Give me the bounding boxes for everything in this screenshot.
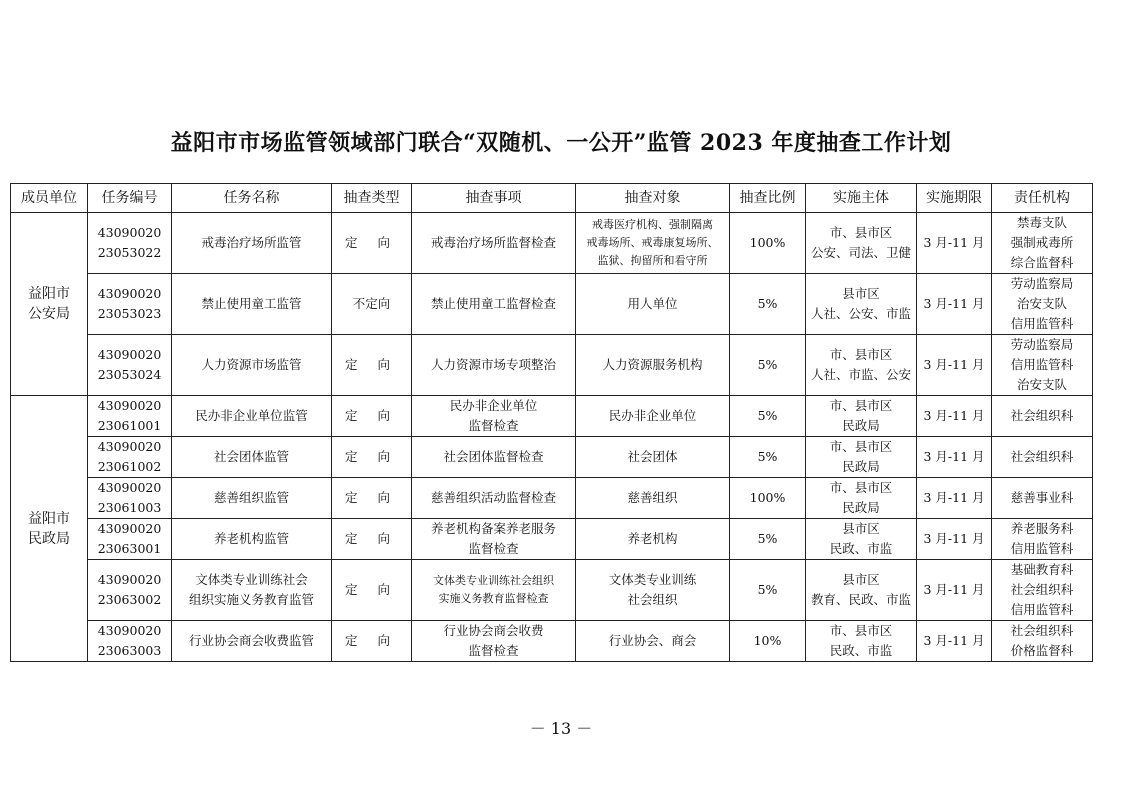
task-code-cell-line: 23053024 (97, 367, 162, 382)
task-name-cell (172, 335, 332, 396)
member-unit-cell-line: 公安局 (28, 306, 70, 322)
task-name-cell-line: 戒毒治疗场所监管 (201, 235, 302, 250)
check-item-cell-line: 监督检查 (468, 418, 519, 433)
task-name-cell-line: 人力资源市场监管 (201, 357, 302, 372)
task-code-cell-line: 23061002 (97, 459, 162, 474)
table-row (11, 437, 1093, 478)
check-ratio-cell: 5% (730, 396, 806, 437)
check-object-cell-line: 社会组织 (627, 592, 678, 607)
period-cell: 3 月-11 月 (917, 213, 992, 274)
agency-cell (992, 335, 1093, 396)
task-name-cell-line: 文体类专业训练社会 (195, 572, 308, 587)
task-name-cell (172, 213, 332, 274)
check-object-cell (576, 519, 730, 560)
check-item-cell-line: 人力资源市场专项整治 (430, 357, 556, 372)
subject-cell-line: 市、县市区 (829, 480, 893, 495)
check-ratio-cell: 5% (730, 519, 806, 560)
subject-cell (806, 396, 917, 437)
task-code-cell (88, 621, 172, 662)
table-row (11, 396, 1093, 437)
check-item-cell-line: 慈善组织活动监督检查 (430, 490, 556, 505)
check-item-cell-line: 行业协会商会收费 (443, 623, 544, 638)
task-name-cell (172, 437, 332, 478)
table-row (11, 213, 1093, 274)
check-ratio-cell: 5% (730, 274, 806, 335)
check-object-cell (576, 396, 730, 437)
agency-cell-line: 社会组织科 (1010, 408, 1074, 423)
task-code-cell-line: 43090020 (97, 439, 162, 454)
task-code-cell (88, 437, 172, 478)
task-code-cell (88, 560, 172, 621)
task-code-cell (88, 335, 172, 396)
page-number: － 13 － (529, 719, 593, 738)
task-code-cell-line: 23061003 (97, 500, 162, 515)
period-cell: 3 月-11 月 (917, 396, 992, 437)
task-name-cell-line: 慈善组织监管 (213, 490, 289, 505)
subject-cell (806, 274, 917, 335)
table-row (11, 478, 1093, 519)
subject-cell (806, 335, 917, 396)
agency-cell-line: 信用监管科 (1010, 602, 1074, 617)
task-code-cell-line: 43090020 (97, 572, 162, 587)
period-cell: 3 月-11 月 (917, 560, 992, 621)
check-item-cell-line: 禁止使用童工监督检查 (430, 296, 556, 311)
period-cell: 3 月-11 月 (917, 274, 992, 335)
check-type-cell: 定 向 (332, 478, 412, 519)
check-type-cell: 定 向 (332, 396, 412, 437)
task-code-cell-line: 23053022 (97, 245, 162, 260)
check-item-cell-line: 民办非企业单位 (449, 398, 538, 413)
agency-cell-line: 强制戒毒所 (1010, 235, 1074, 250)
check-item-cell (412, 478, 576, 519)
check-item-cell-line: 戒毒治疗场所监督检查 (430, 235, 556, 250)
agency-cell (992, 519, 1093, 560)
agency-cell-line: 综合监督科 (1010, 255, 1074, 270)
task-code-cell-line: 23053023 (97, 306, 162, 321)
task-code-cell-line: 43090020 (97, 480, 162, 495)
check-object-cell-line: 养老机构 (627, 531, 678, 546)
member-unit-cell (11, 396, 88, 662)
task-code-cell (88, 396, 172, 437)
table-header-row (11, 184, 1093, 213)
check-type-cell: 定 向 (332, 213, 412, 274)
task-name-cell (172, 519, 332, 560)
subject-cell-line: 县市区 (842, 521, 880, 536)
subject-cell-line: 民政局 (842, 500, 880, 515)
check-item-cell (412, 274, 576, 335)
check-object-cell (576, 274, 730, 335)
check-object-cell-line: 戒毒场所、戒毒康复场所、 (586, 236, 719, 249)
check-type-cell: 定 向 (332, 560, 412, 621)
agency-cell (992, 437, 1093, 478)
agency-cell (992, 478, 1093, 519)
task-code-cell-line: 23061001 (97, 418, 162, 433)
task-name-cell (172, 396, 332, 437)
task-name-cell-line: 禁止使用童工监管 (201, 296, 302, 311)
task-name-cell (172, 621, 332, 662)
check-ratio-cell: 100% (730, 478, 806, 519)
check-type-cell: 定 向 (332, 519, 412, 560)
check-object-cell-line: 民办非企业单位 (608, 408, 697, 423)
agency-cell-line: 治安支队 (1016, 377, 1067, 392)
agency-cell-line: 基础教育科 (1010, 562, 1074, 577)
check-item-cell (412, 560, 576, 621)
check-object-cell-line: 用人单位 (627, 296, 678, 311)
table-row (11, 335, 1093, 396)
check-item-cell-line: 社会团体监督检查 (443, 449, 544, 464)
period-cell: 3 月-11 月 (917, 335, 992, 396)
column-header: 任务名称 (172, 184, 332, 213)
subject-cell-line: 民政局 (842, 459, 880, 474)
member-unit-cell-line: 民政局 (28, 530, 70, 547)
subject-cell-line: 市、县市区 (829, 225, 893, 240)
subject-cell-line: 县市区 (842, 572, 880, 587)
subject-cell-line: 民政、市监 (829, 541, 893, 556)
task-code-cell-line: 43090020 (97, 521, 162, 536)
agency-cell-line: 劳动监察局 (1010, 337, 1074, 352)
subject-cell (806, 621, 917, 662)
table-row (11, 274, 1093, 335)
check-object-cell-line: 社会团体 (627, 449, 678, 464)
check-object-cell (576, 437, 730, 478)
task-name-cell-line: 社会团体监管 (213, 449, 289, 464)
check-ratio-cell: 100% (730, 213, 806, 274)
check-ratio-cell: 5% (730, 335, 806, 396)
task-name-cell (172, 560, 332, 621)
agency-cell-line: 劳动监察局 (1010, 276, 1074, 291)
task-name-cell (172, 274, 332, 335)
subject-cell (806, 560, 917, 621)
member-unit-cell-line: 益阳市 (28, 286, 70, 302)
check-item-cell-line: 监督检查 (468, 541, 519, 556)
check-item-cell (412, 213, 576, 274)
subject-cell-line: 民政、市监 (829, 643, 893, 658)
task-name-cell-line: 养老机构监管 (213, 531, 289, 546)
check-item-cell (412, 621, 576, 662)
member-unit-cell-line: 益阳市 (28, 510, 70, 527)
subject-cell (806, 478, 917, 519)
check-type-cell: 定 向 (332, 621, 412, 662)
check-object-cell-line: 人力资源服务机构 (602, 357, 703, 372)
task-code-cell (88, 519, 172, 560)
agency-cell-line: 社会组织科 (1010, 449, 1074, 464)
subject-cell-line: 市、县市区 (829, 439, 893, 454)
subject-cell-line: 市、县市区 (829, 623, 893, 638)
subject-cell (806, 437, 917, 478)
task-name-cell-line: 组织实施义务教育监管 (188, 592, 314, 607)
column-header: 抽查比例 (730, 184, 806, 213)
table-row (11, 519, 1093, 560)
subject-cell-line: 市、县市区 (829, 347, 893, 362)
column-header: 抽查对象 (576, 184, 730, 213)
check-item-cell (412, 335, 576, 396)
task-code-cell (88, 478, 172, 519)
task-name-cell-line: 民办非企业单位监管 (195, 408, 308, 423)
check-type-cell: 定 向 (332, 437, 412, 478)
period-cell: 3 月-11 月 (917, 478, 992, 519)
task-name-cell-line: 行业协会商会收费监管 (188, 633, 314, 648)
column-header: 实施主体 (806, 184, 917, 213)
column-header: 实施期限 (917, 184, 992, 213)
agency-cell-line: 慈善事业科 (1010, 490, 1074, 505)
task-code-cell-line: 43090020 (97, 286, 162, 301)
period-cell: 3 月-11 月 (917, 621, 992, 662)
check-item-cell-line: 文体类专业训练社会组织 (433, 574, 554, 587)
subject-cell-line: 人社、市监、公安 (810, 367, 911, 382)
subject-cell-line: 教育、民政、市监 (810, 592, 911, 607)
task-code-cell-line: 43090020 (97, 398, 162, 413)
column-header: 成员单位 (11, 184, 88, 213)
check-object-cell-line: 慈善组织 (627, 490, 678, 505)
agency-cell-line: 价格监督科 (1010, 643, 1074, 658)
task-code-cell-line: 23063001 (97, 541, 162, 556)
task-code-cell-line: 23063003 (97, 643, 162, 658)
check-object-cell (576, 560, 730, 621)
check-item-cell-line: 实施义务教育监督检查 (438, 592, 549, 605)
member-unit-cell (11, 213, 88, 396)
agency-cell (992, 621, 1093, 662)
plan-table (10, 183, 1093, 662)
check-ratio-cell: 10% (730, 621, 806, 662)
period-cell: 3 月-11 月 (917, 437, 992, 478)
subject-cell-line: 市、县市区 (829, 398, 893, 413)
check-object-cell-line: 行业协会、商会 (608, 633, 697, 648)
agency-cell-line: 社会组织科 (1010, 623, 1074, 638)
check-ratio-cell: 5% (730, 437, 806, 478)
agency-cell (992, 274, 1093, 335)
column-header: 抽查类型 (332, 184, 412, 213)
task-name-cell (172, 478, 332, 519)
column-header: 抽查事项 (412, 184, 576, 213)
agency-cell-line: 信用监管科 (1010, 541, 1074, 556)
check-object-cell (576, 213, 730, 274)
task-code-cell (88, 274, 172, 335)
agency-cell (992, 396, 1093, 437)
task-code-cell-line: 43090020 (97, 347, 162, 362)
task-code-cell-line: 43090020 (97, 623, 162, 638)
period-cell: 3 月-11 月 (917, 519, 992, 560)
check-object-cell-line: 戒毒医疗机构、强制隔离 (592, 218, 713, 231)
subject-cell (806, 213, 917, 274)
agency-cell-line: 社会组织科 (1010, 582, 1074, 597)
subject-cell-line: 县市区 (842, 286, 880, 301)
agency-cell-line: 禁毒支队 (1016, 215, 1067, 230)
subject-cell-line: 民政局 (842, 418, 880, 433)
agency-cell-line: 信用监管科 (1010, 316, 1074, 331)
check-type-cell: 定 向 (332, 335, 412, 396)
check-object-cell-line: 监狱、拘留所和看守所 (597, 254, 708, 267)
table-body (11, 213, 1093, 662)
check-ratio-cell: 5% (730, 560, 806, 621)
check-item-cell-line: 养老机构备案养老服务 (430, 521, 556, 536)
subject-cell-line: 公安、司法、卫健 (810, 245, 911, 260)
subject-cell (806, 519, 917, 560)
check-item-cell (412, 396, 576, 437)
check-object-cell (576, 478, 730, 519)
check-object-cell (576, 621, 730, 662)
page-title: 益阳市市场监管领域部门联合“双随机、一公开”监管 2023 年度抽查工作计划 (170, 130, 952, 156)
column-header: 任务编号 (88, 184, 172, 213)
agency-cell-line: 信用监管科 (1010, 357, 1074, 372)
agency-cell-line: 治安支队 (1016, 296, 1067, 311)
check-item-cell-line: 监督检查 (468, 643, 519, 658)
check-type-cell: 不定向 (332, 274, 412, 335)
task-code-cell-line: 23063002 (97, 592, 162, 607)
check-item-cell (412, 519, 576, 560)
agency-cell (992, 213, 1093, 274)
subject-cell-line: 人社、公安、市监 (810, 306, 911, 321)
check-item-cell (412, 437, 576, 478)
agency-cell-line: 养老服务科 (1010, 521, 1074, 536)
agency-cell (992, 560, 1093, 621)
table-row (11, 621, 1093, 662)
table-row (11, 560, 1093, 621)
column-header: 责任机构 (992, 184, 1093, 213)
check-object-cell-line: 文体类专业训练 (608, 572, 697, 587)
task-code-cell-line: 43090020 (97, 225, 162, 240)
task-code-cell (88, 213, 172, 274)
check-object-cell (576, 335, 730, 396)
